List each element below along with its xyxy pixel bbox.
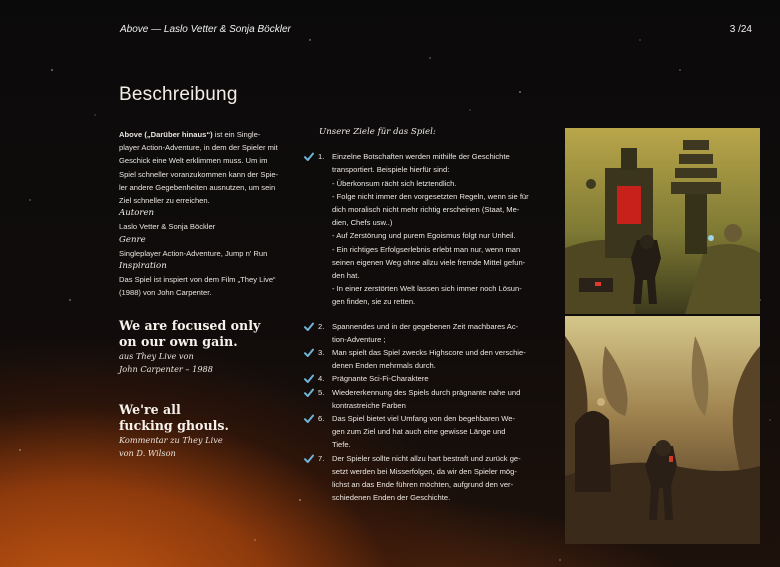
goal-line: lichst an das Ende führen möchten, aufgrund den ver- (332, 480, 514, 490)
left-column (119, 128, 291, 460)
goal-item (304, 412, 549, 452)
page-number: 3 /24 (729, 24, 752, 35)
goal-line: - Überkonsum rächt sich letztendlich. (332, 178, 457, 188)
intro-line: player Action-Adventure, in dem der Spieler mit (119, 143, 278, 153)
meta-value: Laslo Vetter & Sonja Böckler (119, 222, 216, 232)
goal-item (304, 346, 549, 372)
goal-text (332, 386, 549, 412)
goal-text (332, 150, 549, 308)
checkmark-icon (304, 374, 314, 384)
goal-line: - Auf Zerstörung und purem Egoismus folgt nur Unheil. (332, 231, 516, 241)
running-title: Above — Laslo Vetter & Sonja Böckler (120, 24, 291, 35)
goal-line: Prägnante Sci-Fi-Charaktere (332, 374, 429, 384)
pull-quote (119, 318, 291, 376)
goal-line: - In einer zerstörten Welt lassen sich immer noch Lösun- (332, 284, 522, 294)
goals-list (304, 150, 549, 504)
intro-lead: Above („Darüber hinaus“) (119, 130, 213, 139)
goal-line: transportiert. Beispiele hierfür sind: (332, 165, 450, 175)
goal-number: 2. (318, 321, 325, 331)
intro-line: Ziel schneller zu erreichen. (119, 196, 210, 206)
goal-line: - Ein richtiges Erfolgserlebnis erlebt man nur, wenn man (332, 244, 521, 254)
quote-line: fucking ghouls. (119, 417, 229, 433)
goal-number: 6. (318, 414, 325, 424)
goal-text (332, 320, 549, 346)
goal-item (304, 150, 549, 308)
goal-line: dien, Chefs usw..) (332, 218, 393, 228)
goal-line: kontrastreiche Farben (332, 400, 406, 410)
quote-line: We're all (119, 401, 181, 417)
meta-value: Singleplayer Action-Adventure, Jump n' Run (119, 248, 268, 258)
intro-line: Spiel schneller voranzukommen kann der Spie- (119, 169, 279, 179)
goal-line: tion-Adventure ; (332, 334, 386, 344)
goal-line: den hat. (332, 271, 360, 281)
goal-item (304, 386, 549, 412)
goal-line: gen zum Ziel und hat auch eine gewisse Länge und (332, 427, 506, 437)
game-screenshot-bottom (565, 316, 760, 544)
goal-number: 3. (318, 348, 325, 358)
goal-text (332, 412, 549, 452)
meta-heading: Autoren (119, 208, 155, 219)
meta-value: (1988) von John Carpenter. (119, 288, 212, 298)
goal-line: Tiefe. (332, 440, 351, 450)
goal-number: 7. (318, 453, 325, 463)
intro-line: ler andere Gegebenheiten ausnutzen, um sein (119, 182, 276, 192)
meta-value: Das Spiel ist inspiert von dem Film „They Live“ (119, 275, 276, 285)
checkmark-icon (304, 152, 314, 162)
goal-line: dich moralisch nicht mehr richtig erscheinen (Staat, Me- (332, 205, 520, 215)
meta-heading: Genre (119, 234, 146, 245)
goal-line: seinen eigenen Weg ohne allzu viele fremde Mittel gefun- (332, 257, 526, 267)
section-title: Beschreibung (119, 84, 238, 105)
checkmark-icon (304, 388, 314, 398)
meta-heading: Inspiration (119, 261, 167, 272)
goal-text (332, 346, 549, 372)
goal-line: Spannendes und in der gegebenen Zeit machbares Ac- (332, 321, 519, 331)
intro-paragraph (119, 128, 291, 207)
checkmark-icon (304, 348, 314, 358)
quote-source: John Carpenter – 1988 (119, 363, 213, 374)
goals-column (304, 126, 549, 504)
goal-line: Der Spieler sollte nicht allzu hart bestraft und zurück ge- (332, 453, 521, 463)
goal-text (332, 372, 549, 385)
quote-source: aus They Live von (119, 350, 194, 361)
goal-item (304, 320, 549, 346)
goal-line: Einzelne Botschaften werden mithilfe der Geschichte (332, 152, 510, 162)
quote-source: Kommentar zu They Live (119, 434, 223, 445)
goal-number: 5. (318, 387, 325, 397)
intro-line: Geschick eine Welt erklimmen muss. Um im (119, 156, 268, 166)
quote-line: We are focused only (119, 317, 261, 333)
checkmark-icon (304, 322, 314, 332)
goal-line: setzt werden bei Misserfolgen, da wir den Spieler mög- (332, 466, 517, 476)
quote-source: von D. Wilson (119, 447, 176, 458)
intro-line: ist ein Single- (212, 130, 261, 139)
goal-number: 1. (318, 152, 325, 162)
quote-line: on our own gain. (119, 333, 238, 349)
goal-item (304, 452, 549, 505)
pull-quote (119, 402, 291, 460)
meta-genre (119, 234, 291, 260)
goal-line: Das Spiel bietet viel Umfang von den begehbaren We- (332, 414, 516, 424)
goal-line: Wiedererkennung des Spiels durch prägnante nahe und (332, 387, 521, 397)
goal-line: schiedenen Enden der Geschichte. (332, 493, 451, 503)
goal-text (332, 452, 549, 505)
checkmark-icon (304, 414, 314, 424)
goal-number: 4. (318, 374, 325, 384)
goal-line: - Folge nicht immer den vorgesetzten Regeln, wenn sie für (332, 191, 529, 201)
meta-authors (119, 207, 291, 233)
goal-item (304, 372, 549, 385)
goals-title: Unsere Ziele für das Spiel: (319, 127, 436, 137)
checkmark-icon (304, 454, 314, 464)
goal-line: gen finden, sie zu retten. (332, 297, 416, 307)
meta-inspiration (119, 260, 291, 300)
goal-line: Man spielt das Spiel zwecks Highscore und den verschie- (332, 348, 526, 358)
goal-line: denen Enden mehrmals durch. (332, 361, 436, 371)
game-screenshot-top (565, 128, 760, 314)
